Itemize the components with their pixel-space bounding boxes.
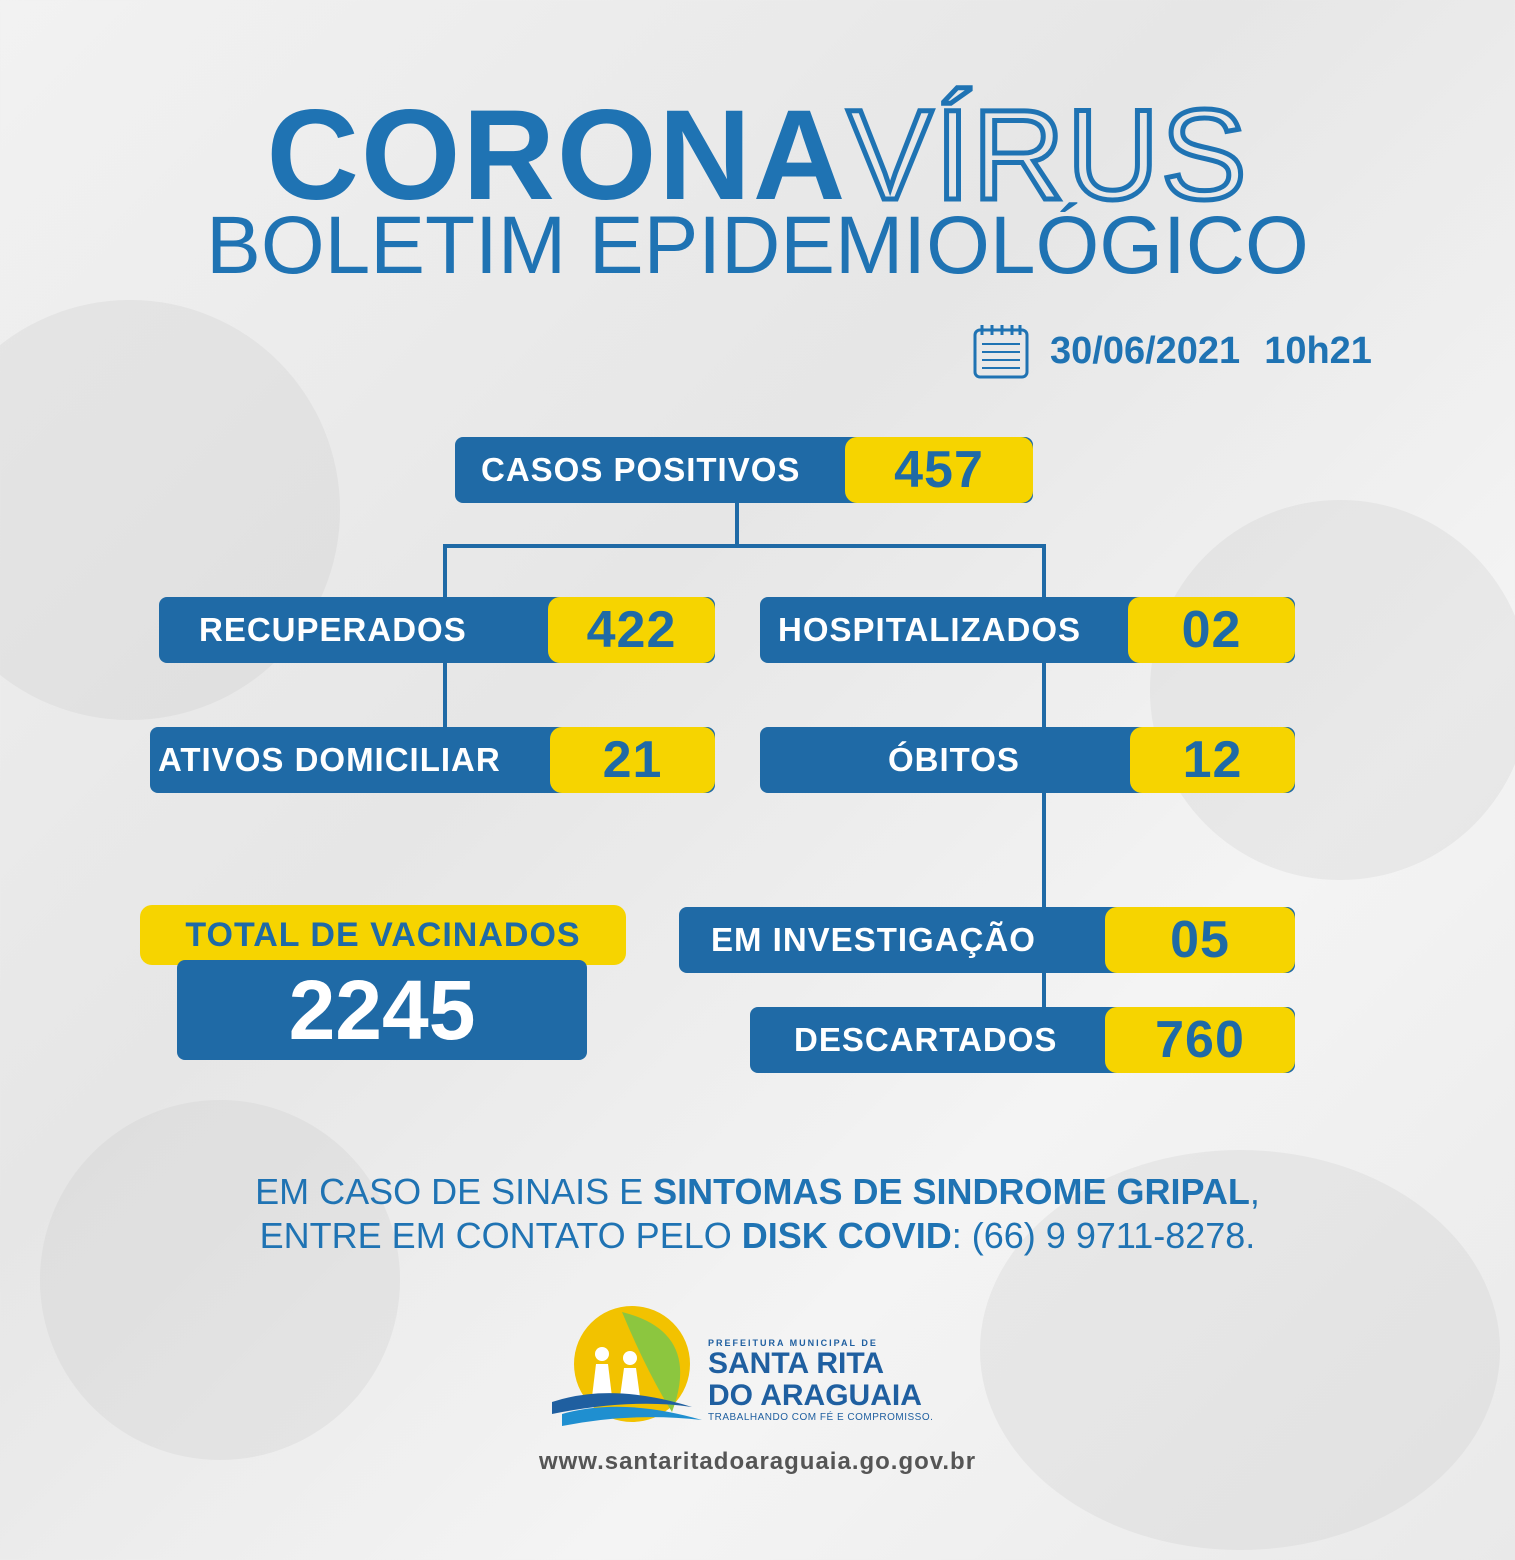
connector: [443, 544, 1046, 548]
casos-positivos-label: CASOS POSITIVOS: [481, 451, 801, 488]
subtitle: BOLETIM EPIDEMIOLÓGICO: [206, 200, 1309, 291]
connector: [735, 500, 739, 548]
recuperados-label: RECUPERADOS: [199, 611, 467, 648]
obitos-value: 12: [1130, 727, 1295, 793]
logo-text: [708, 1338, 933, 1423]
msg-line1-c: ,: [1249, 1171, 1260, 1212]
descartados-box: [750, 1007, 1295, 1073]
msg-line2-a: ENTRE EM CONTATO PELO: [259, 1215, 742, 1256]
title-solid: CORONA: [266, 84, 848, 227]
connector: [443, 544, 447, 599]
descartados-label: DESCARTADOS: [794, 1021, 1058, 1058]
obitos-box: [760, 727, 1295, 793]
logo-line1: SANTA RITA: [708, 1347, 885, 1380]
logo-line2: DO ARAGUAIA: [708, 1379, 922, 1412]
hospitalizados-value: 02: [1128, 597, 1295, 663]
connector: [443, 660, 447, 730]
msg-line2-c: : (66) 9 9711-8278.: [951, 1215, 1256, 1256]
casos-positivos-box: [455, 437, 1033, 503]
contact-message: [0, 1170, 1515, 1258]
connector: [1042, 970, 1046, 1010]
connector: [1042, 660, 1046, 730]
time-value: 10h21: [1264, 329, 1372, 372]
em-investigacao-value: 05: [1105, 907, 1295, 973]
ativos-domiciliar-label: ATIVOS DOMICILIAR: [158, 741, 501, 778]
em-investigacao-box: [679, 907, 1295, 973]
msg-line2-b: DISK COVID: [741, 1215, 952, 1256]
connector: [1042, 544, 1046, 599]
recuperados-value: 422: [548, 597, 715, 663]
ativos-domiciliar-box: [150, 727, 715, 793]
date-row: [972, 322, 1372, 380]
hospitalizados-box: [760, 597, 1295, 663]
website-url: www.santaritadoaraguaia.go.gov.br: [538, 1448, 977, 1475]
msg-line1-a: EM CASO DE SINAIS E: [255, 1171, 654, 1212]
logo-tagline: TRABALHANDO COM FÉ E COMPROMISSO.: [708, 1412, 934, 1423]
date-value: 30/06/2021: [1050, 329, 1241, 372]
hospitalizados-label: HOSPITALIZADOS: [778, 611, 1082, 648]
vacinados-label: TOTAL DE VACINADOS: [140, 905, 626, 965]
connector: [1042, 790, 1046, 910]
calendar-icon: [972, 322, 1030, 380]
obitos-label: ÓBITOS: [888, 741, 1020, 778]
vacinados-value: 2245: [177, 960, 587, 1060]
msg-line1-b: SINTOMAS DE SINDROME GRIPAL: [653, 1171, 1250, 1212]
ativos-domiciliar-value: 21: [550, 727, 715, 793]
em-investigacao-label: EM INVESTIGAÇÃO: [711, 921, 1036, 958]
logo-small-text: PREFEITURA MUNICIPAL DE: [708, 1338, 878, 1348]
descartados-value: 760: [1105, 1007, 1295, 1073]
casos-positivos-value: 457: [845, 437, 1033, 503]
recuperados-box: [159, 597, 715, 663]
title-outline: VÍRUS: [847, 84, 1249, 227]
